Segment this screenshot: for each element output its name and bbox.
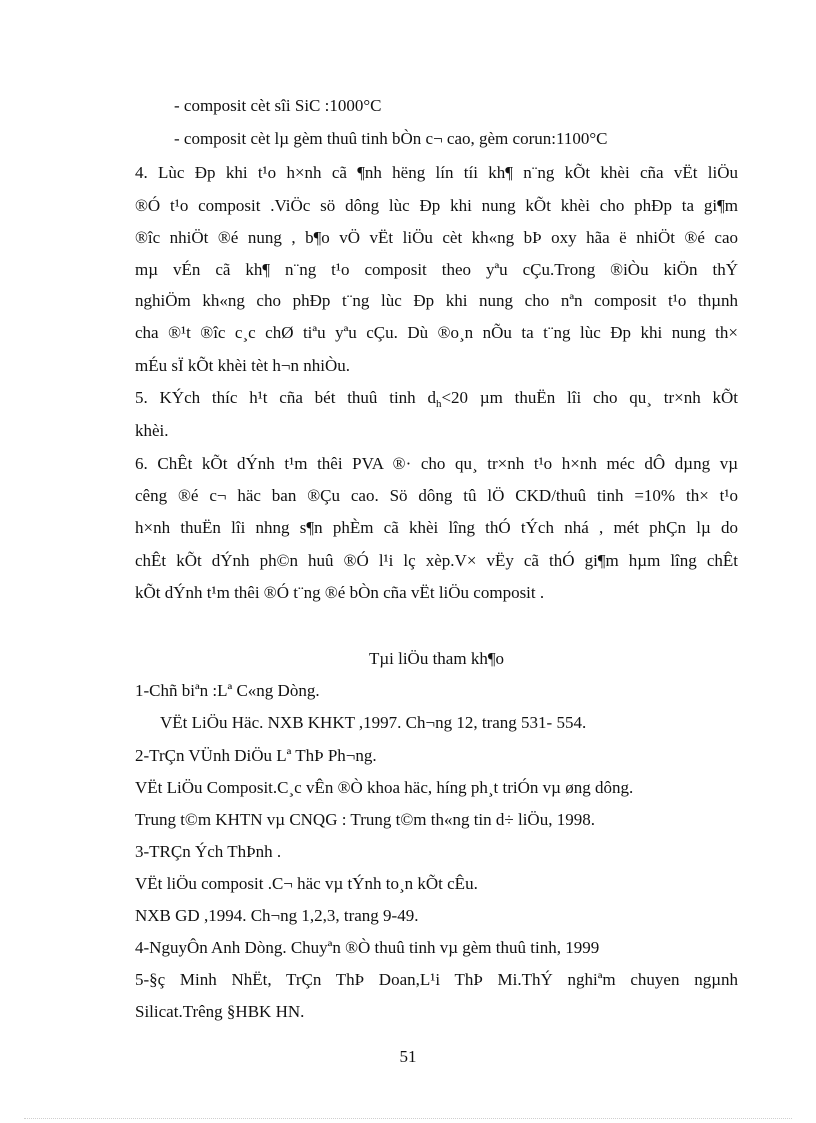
references-heading: Tµi liÖu tham kh¶o	[368, 649, 505, 668]
reference-line: 2-TrÇn VÜnh DiÖu Lª ThÞ Ph¬ng.	[135, 746, 377, 765]
body-line: khèi.	[135, 421, 169, 440]
reference-line: 1-Chñ biªn :Lª C«ng Dòng.	[135, 681, 320, 700]
body-line: ®îc nhiÖt ®é nung , b¶o vÖ vËt liÖu cèt kh«ng bÞ oxy hãa ë nhiÖt ®é cao	[135, 228, 738, 247]
subscript-h: h	[435, 398, 442, 410]
body-line: 4. Lùc Ðp khi t¹o h×nh cã ¶nh hëng lín tíi kh¶ n¨ng kÕt khèi cña vËt liÖu	[135, 163, 738, 182]
body-line: kÕt dÝnh t¹m thêi ®Ó t¨ng ®é bÒn cña vËt liÖu composit .	[135, 583, 545, 602]
line-text: 5. KÝch thíc h¹t cña bét thuû tinh d	[135, 388, 436, 407]
reference-line: 3-TRÇn Ých ThÞnh .	[135, 842, 282, 861]
body-line: nghiÖm kh«ng cho phÐp t¨ng lùc Ðp khi nung cho nªn composit t¹o thµnh	[135, 291, 738, 310]
body-line: mÉu sÏ kÕt khèi tèt h¬n nhiÒu.	[135, 356, 350, 375]
body-line: - composit cèt sîi SiC :1000°C	[174, 96, 382, 115]
body-line: cêng ®é c¬ häc ban ®Çu cao. Sö dông tû lÖ CKD/thuû tinh =10% th× t¹o	[135, 486, 738, 505]
reference-line: NXB GD ,1994. Ch¬ng 1,2,3, trang 9-49.	[135, 906, 419, 925]
body-line	[135, 387, 738, 415]
reference-line: Trung t©m KHTN vµ CNQG : Trung t©m th«ng tin d÷ liÖu, 1998.	[135, 810, 595, 829]
body-line: - composit cèt lµ gèm thuû tinh bÒn c¬ cao, gèm corun:1100°C	[174, 129, 608, 148]
reference-line: VËt liÖu composit .C¬ häc vµ tÝnh to¸n kÕt cÊu.	[135, 874, 478, 893]
page-number: 51	[399, 1047, 417, 1066]
reference-line: VËt LiÖu Häc. NXB KHKT ,1997. Ch¬ng 12, trang 531- 554.	[160, 713, 587, 732]
reference-line: Silicat.Trêng §HBK HN.	[135, 1002, 305, 1021]
body-line: cha ®¹t ®îc c¸c chØ tiªu yªu cÇu. Dù ®o¸n nÕu ta t¨ng lùc Ðp khi nung th×	[135, 323, 738, 342]
body-line: chÊt kÕt dÝnh ph©n huû ®Ó l¹i lç xèp.V× vËy cã thÓ gi¶m hµm lîng chÊt	[135, 551, 738, 570]
body-line: ®Ó t¹o composit .ViÖc sö dông lùc Ðp khi nung kÕt khèi cho phÐp ta gi¶m	[135, 196, 738, 215]
line-text-rest: <20 µm thuËn lîi cho qu¸ tr×nh kÕt	[441, 388, 738, 407]
reference-line: 5-§ç Minh NhËt, TrÇn ThÞ Doan,L¹i ThÞ Mi.ThÝ nghiªm chuyen ngµnh	[135, 970, 738, 989]
body-line: 6. ChÊt kÕt dÝnh t¹m thêi PVA ®· cho qu¸ tr×nh t¹o h×nh méc dÔ dµng vµ	[135, 454, 738, 473]
reference-line: 4-NguyÔn Anh Dòng. Chuyªn ®Ò thuû tinh vµ gèm thuû tinh, 1999	[135, 938, 600, 957]
reference-line: VËt LiÖu Composit.C¸c vÊn ®Ò khoa häc, híng ph¸t triÓn vµ øng dông.	[135, 778, 634, 797]
body-line: h×nh thuËn lîi nhng s¶n phÈm cã khèi lîng thÓ tÝch nhá , mét phÇn lµ do	[135, 518, 738, 537]
page-bottom-divider	[24, 1118, 792, 1119]
body-line: mµ vÉn cã kh¶ n¨ng t¹o composit theo yªu cÇu.Trong ®iÒu kiÖn thÝ	[135, 260, 738, 279]
